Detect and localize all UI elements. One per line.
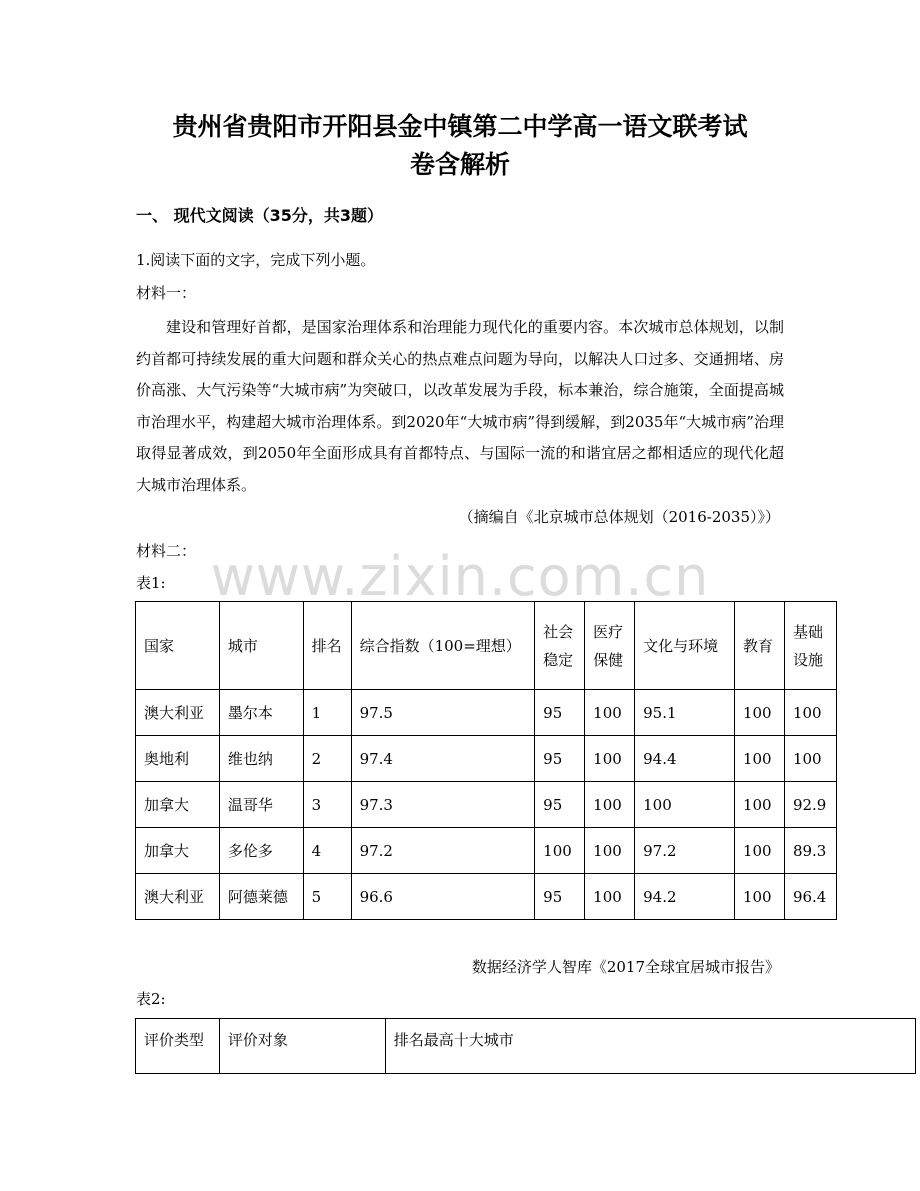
table-row bbox=[136, 874, 837, 920]
title-line-1: 贵州省贵阳市开阳县金中镇第二中学高一语文联考试 bbox=[172, 112, 748, 141]
header-cell: 国家 bbox=[136, 602, 220, 690]
table-cell: 97.2 bbox=[635, 828, 735, 874]
table-cell: 100 bbox=[734, 828, 784, 874]
livability-table bbox=[135, 601, 837, 920]
ranking-table bbox=[135, 1018, 916, 1074]
question-prompt: 1.阅读下面的文字，完成下列小题。 bbox=[136, 251, 376, 269]
table-cell: 95 bbox=[535, 874, 585, 920]
table-cell: 95 bbox=[535, 736, 585, 782]
header-cell: 社会稳定 bbox=[535, 602, 585, 690]
table-cell: 100 bbox=[535, 828, 585, 874]
table-cell: 阿德莱德 bbox=[219, 874, 303, 920]
material1-label: 材料一： bbox=[136, 284, 197, 302]
table-cell: 100 bbox=[585, 736, 635, 782]
header-cell: 评价类型 bbox=[136, 1019, 220, 1074]
table-cell: 温哥华 bbox=[219, 782, 303, 828]
table-cell: 多伦多 bbox=[219, 828, 303, 874]
table-cell: 89.3 bbox=[784, 828, 836, 874]
table-cell: 澳大利亚 bbox=[136, 690, 220, 736]
table-cell: 95 bbox=[535, 690, 585, 736]
table-cell: 95.1 bbox=[635, 690, 735, 736]
table-cell: 2 bbox=[303, 736, 351, 782]
header-cell: 医疗保健 bbox=[585, 602, 635, 690]
table-cell: 5 bbox=[303, 874, 351, 920]
table-cell: 100 bbox=[585, 690, 635, 736]
table-cell: 97.3 bbox=[351, 782, 535, 828]
table1-label: 表1: bbox=[136, 574, 166, 592]
table-cell: 97.4 bbox=[351, 736, 535, 782]
table2-header-row bbox=[136, 1019, 916, 1074]
table-cell: 97.5 bbox=[351, 690, 535, 736]
material1-paragraph: 建设和管理好首都，是国家治理体系和治理能力现代化的重要内容。本次城市总体规划，以制约首都可持续发展的重大问题和群众关心的热点难点问题为导向，以解决人口过多、交通拥堵、房价高涨、大气污染等“大城市病”为突破口，以改革发展为手段，标本兼治，综合施策，全面提高城市治理水平，构建超大城市治理体系。到2020年“大城市病”得到缓解，到2035年“大城市病”治理取得显著成效，到2050年全面形成具有首都特点、与国际一流的和谐宜居之都相适应的现代化超大城市治理体系。 bbox=[136, 318, 784, 494]
title-line-2: 卷含解析 bbox=[409, 150, 510, 179]
material2-label: 材料二： bbox=[136, 542, 197, 560]
table-cell: 奥地利 bbox=[136, 736, 220, 782]
table-cell: 3 bbox=[303, 782, 351, 828]
table-cell: 100 bbox=[635, 782, 735, 828]
table2-label: 表2: bbox=[136, 990, 166, 1008]
table-cell: 维也纳 bbox=[219, 736, 303, 782]
table1-header-row bbox=[136, 602, 837, 690]
header-cell: 排名最高十大城市 bbox=[385, 1019, 915, 1074]
table-cell: 100 bbox=[734, 690, 784, 736]
table-row bbox=[136, 782, 837, 828]
header-cell: 基础设施 bbox=[784, 602, 836, 690]
header-cell: 综合指数（100=理想） bbox=[351, 602, 535, 690]
header-cell: 排名 bbox=[303, 602, 351, 690]
material1-source: （摘编自《北京城市总体规划（2016-2035）》） bbox=[458, 508, 780, 526]
table-cell: 加拿大 bbox=[136, 828, 220, 874]
table-cell: 96.6 bbox=[351, 874, 535, 920]
table-cell: 100 bbox=[734, 782, 784, 828]
table-row bbox=[136, 828, 837, 874]
table-cell: 加拿大 bbox=[136, 782, 220, 828]
table-cell: 95 bbox=[535, 782, 585, 828]
table-row bbox=[136, 690, 837, 736]
table-cell: 100 bbox=[784, 690, 836, 736]
header-cell: 城市 bbox=[219, 602, 303, 690]
table-cell: 100 bbox=[734, 736, 784, 782]
table-cell: 100 bbox=[734, 874, 784, 920]
table-cell: 100 bbox=[585, 782, 635, 828]
table-cell: 97.2 bbox=[351, 828, 535, 874]
table1-caption: 数据经济学人智库《2017全球宜居城市报告》 bbox=[471, 958, 780, 976]
table-cell: 100 bbox=[784, 736, 836, 782]
table-row bbox=[136, 736, 837, 782]
watermark: www.zixin.com.cn bbox=[210, 545, 710, 608]
header-cell: 文化与环境 bbox=[635, 602, 735, 690]
table-cell: 墨尔本 bbox=[219, 690, 303, 736]
table-cell: 澳大利亚 bbox=[136, 874, 220, 920]
table-cell: 100 bbox=[585, 874, 635, 920]
table-cell: 100 bbox=[585, 828, 635, 874]
section-heading: 一、 现代文阅读（35分，共3题） bbox=[136, 206, 383, 225]
table-cell: 92.9 bbox=[784, 782, 836, 828]
table-cell: 1 bbox=[303, 690, 351, 736]
header-cell: 教育 bbox=[734, 602, 784, 690]
table-cell: 94.4 bbox=[635, 736, 735, 782]
table-cell: 94.2 bbox=[635, 874, 735, 920]
document-title bbox=[100, 108, 820, 184]
header-cell: 评价对象 bbox=[219, 1019, 385, 1074]
table-cell: 4 bbox=[303, 828, 351, 874]
table-cell: 96.4 bbox=[784, 874, 836, 920]
